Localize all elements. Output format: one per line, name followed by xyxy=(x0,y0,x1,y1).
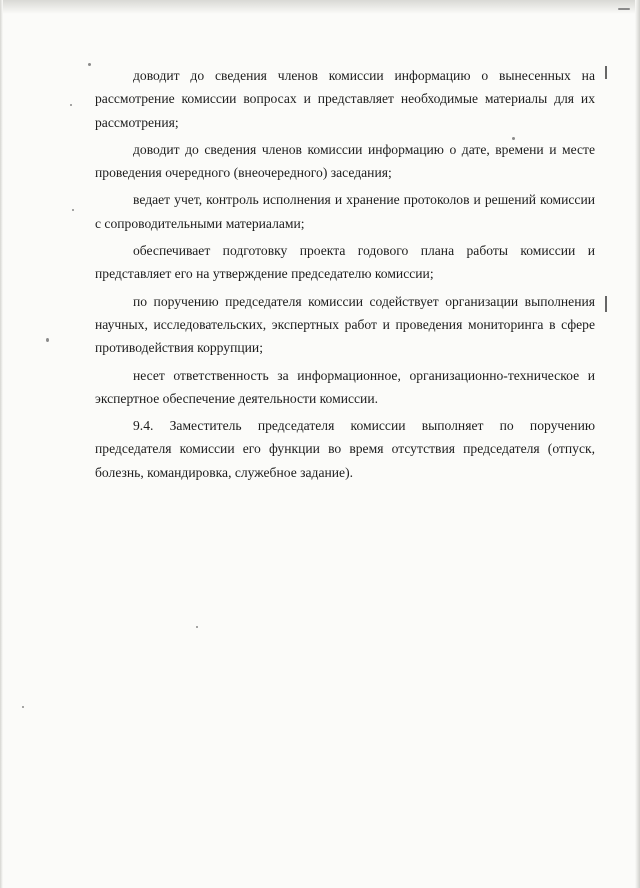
scan-shadow-left xyxy=(0,0,3,888)
scan-speck xyxy=(196,626,198,628)
paragraph-section-9-4: 9.4. Заместитель председателя комиссии выполняет по поручению председателя комиссии его функции во время отсутствия председателя (отпуск, болезнь, командировка, служебное задание). xyxy=(95,418,595,480)
paragraph: по поручению председателя комиссии содействует организации выполнения научных, исследовательских, экспертных работ и проведения мониторинга в сфере противодействия коррупции; xyxy=(95,293,595,356)
paragraph: доводит до сведения членов комиссии информацию о дате, времени и месте проведения очередного (внеочередного) заседания; xyxy=(95,141,595,181)
paragraph: обеспечивает подготовку проекта годового плана работы комиссии и представляет его на утверждение председателю комиссии; xyxy=(95,243,595,282)
scan-speck xyxy=(72,209,74,211)
paragraph: ведает учет, контроль исполнения и хранение протоколов и решений комиссии с сопроводительными материалами; xyxy=(95,192,595,231)
paragraph: несет ответственность за информационное, организационно-техническое и экспертное обеспечение деятельности комиссии. xyxy=(95,367,595,406)
scan-shadow-right xyxy=(635,0,640,888)
scan-speck xyxy=(88,63,91,66)
scan-speck xyxy=(46,338,49,342)
scan-shadow-top xyxy=(0,0,640,14)
scan-speck xyxy=(618,8,630,10)
document-body xyxy=(95,64,595,488)
scan-speck xyxy=(22,706,24,708)
margin-mark xyxy=(605,296,607,312)
margin-mark xyxy=(605,66,607,79)
scan-speck xyxy=(70,104,72,106)
paragraph: доводит до сведения членов комиссии информацию о вынесенных на рассмотрение комиссии вопросах и представляет необходимые материалы для их рассмотрения; xyxy=(95,68,595,130)
